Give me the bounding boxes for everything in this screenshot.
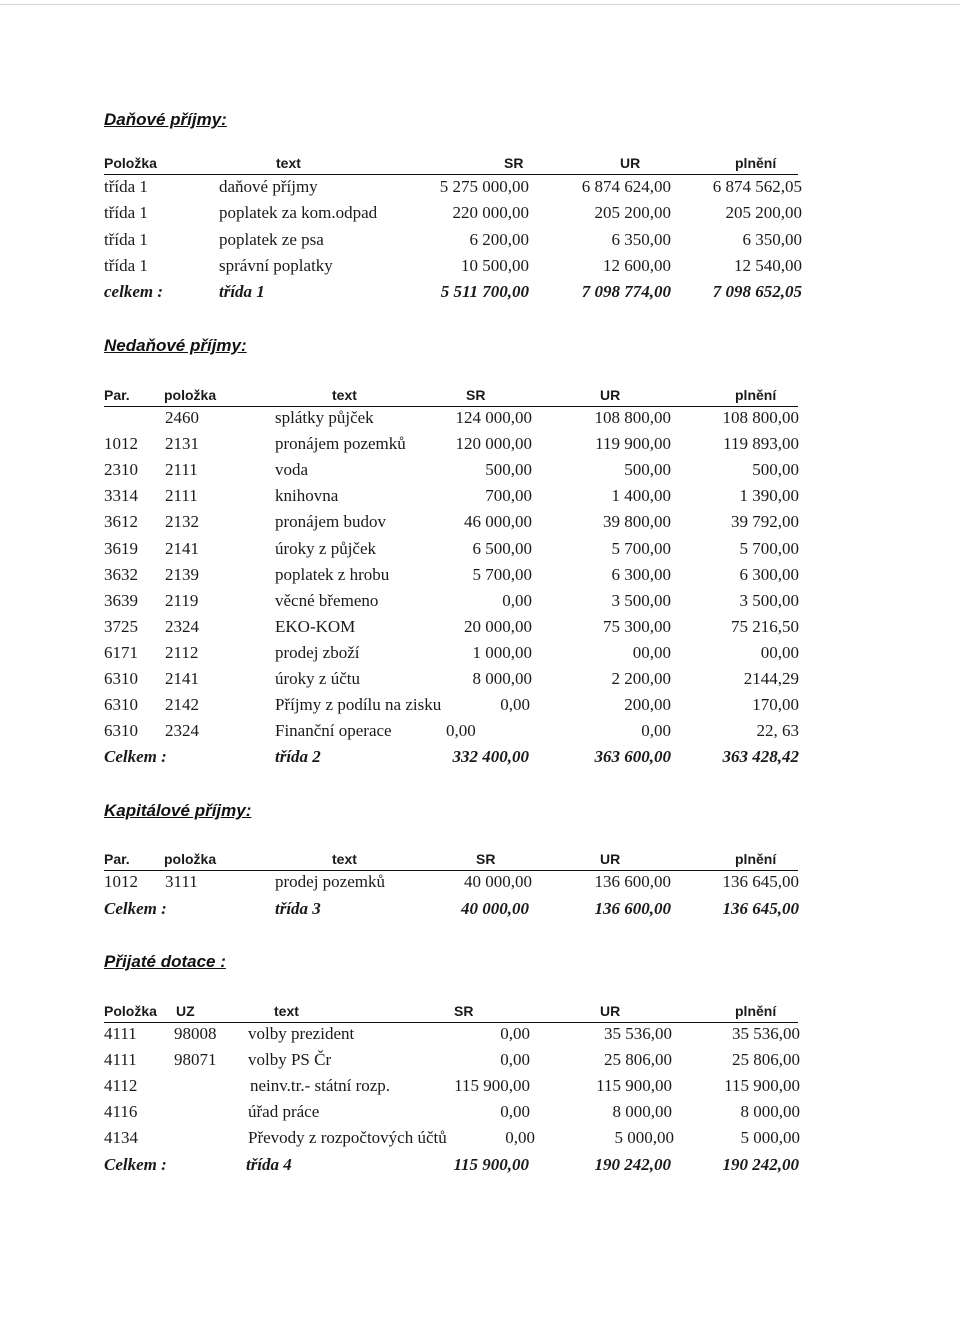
cell-par: 3619 (104, 538, 138, 558)
cell-total-plneni: 136 645,00 (722, 898, 799, 918)
cell-polozka: 2119 (165, 590, 199, 610)
cell-sr: 10 500,00 (461, 255, 529, 275)
cell-ur: 119 900,00 (595, 434, 671, 454)
cell-polozka: 2324 (165, 616, 199, 636)
cell-ur: 1 400,00 (611, 486, 671, 506)
table-row (0, 643, 960, 669)
cell-sr: 700,00 (485, 486, 532, 506)
cell-plneni: 205 200,00 (725, 203, 802, 223)
cell-sr: 0,00 (500, 1024, 530, 1043)
cell-polozka: 2111 (165, 486, 198, 506)
cell-ur: 0,00 (641, 721, 671, 741)
cell-ur: 12 600,00 (603, 255, 671, 275)
header-ur: UR (600, 1003, 621, 1019)
cell-plneni: 1 390,00 (739, 486, 799, 506)
cell-sr: 1 000,00 (472, 642, 532, 662)
cell-ur: 35 536,00 (604, 1024, 672, 1043)
section-title-dotace: Přijaté dotace : (104, 952, 226, 971)
cell-plneni: 6 300,00 (739, 564, 799, 584)
cell-text: správní poplatky (219, 255, 333, 275)
cell-par: 3314 (104, 486, 138, 506)
cell-text: úroky z půjček (275, 538, 377, 558)
cell-total-text: třída 2 (275, 747, 321, 767)
cell-polozka: třída 1 (104, 229, 148, 249)
cell-text: úřad práce (248, 1102, 320, 1122)
cell-text: Finanční operace (275, 721, 392, 741)
cell-par: 1012 (104, 434, 138, 454)
header-uz: UZ (176, 1003, 195, 1019)
cell-sr: 46 000,00 (464, 512, 532, 532)
cell-par: 6310 (104, 721, 138, 741)
cell-plneni: 12 540,00 (734, 255, 802, 275)
cell-plneni: 39 792,00 (731, 512, 799, 532)
cell-polozka: třída 1 (104, 203, 148, 223)
cell-polozka: 2112 (165, 642, 199, 662)
cell-ur: 75 300,00 (603, 616, 671, 636)
cell-text: věcné břemeno (275, 590, 379, 610)
cell-sr: 120 000,00 (455, 434, 532, 454)
table-header (104, 850, 798, 871)
table-header (104, 386, 798, 407)
cell-ur: 25 806,00 (604, 1050, 672, 1070)
cell-text: volby prezident (248, 1024, 355, 1043)
cell-total-ur: 190 242,00 (594, 1154, 671, 1174)
cell-text: poplatek z hrobu (275, 564, 390, 584)
cell-text: pronájem budov (275, 512, 386, 532)
cell-polozka: 2324 (165, 721, 199, 741)
cell-plneni: 8 000,00 (740, 1102, 800, 1122)
table-header (104, 154, 798, 175)
table-row (0, 460, 960, 486)
cell-total-sr: 5 511 700,00 (440, 282, 529, 302)
table-row (0, 872, 960, 898)
header-plneni: plnění (735, 851, 777, 867)
cell-total-ur: 136 600,00 (594, 898, 671, 918)
section-title-danove: Daňové příjmy: (104, 110, 227, 129)
header-ur: UR (620, 155, 641, 171)
cell-sr: 6 500,00 (472, 538, 532, 558)
header-par: Par. (104, 851, 130, 867)
header-sr: SR (454, 1003, 474, 1019)
cell-plneni: 25 806,00 (732, 1050, 800, 1070)
header-par: Par. (104, 387, 130, 403)
cell-plneni: 119 893,00 (723, 434, 799, 454)
cell-par: 1012 (104, 872, 138, 891)
cell-ur: 6 350,00 (611, 229, 671, 249)
cell-plneni: 3 500,00 (739, 590, 799, 610)
cell-polozka: 4111 (104, 1050, 137, 1070)
cell-polozka: 2111 (165, 460, 198, 480)
cell-sr: 0,00 (505, 1128, 535, 1148)
table-row (0, 1076, 960, 1102)
cell-text: EKO-KOM (275, 616, 356, 636)
cell-sr: 124 000,00 (455, 408, 532, 427)
table-row (0, 434, 960, 460)
table-row (0, 669, 960, 695)
table-row (0, 591, 960, 617)
cell-par: 6310 (104, 695, 138, 715)
cell-plneni: 115 900,00 (724, 1076, 800, 1096)
cell-polozka: 2132 (165, 512, 199, 532)
cell-polozka: 2142 (165, 695, 199, 715)
cell-total-label: Celkem : (104, 1154, 167, 1174)
cell-sr: 40 000,00 (464, 872, 532, 891)
table-row (0, 617, 960, 643)
cell-text: prodej zboží (275, 642, 360, 662)
cell-plneni: 6 874 562,05 (712, 177, 802, 196)
cell-polozka: 2141 (165, 669, 199, 688)
cell-ur: 500,00 (624, 460, 671, 480)
cell-ur: 6 300,00 (611, 564, 671, 584)
cell-sr: 5 700,00 (472, 564, 532, 584)
cell-polozka: třída 1 (104, 255, 148, 275)
cell-polozka: 2139 (165, 564, 199, 584)
cell-text: neinv.tr.- státní rozp. (250, 1076, 391, 1096)
cell-total-sr: 40 000,00 (461, 898, 529, 918)
cell-ur: 115 900,00 (596, 1076, 672, 1096)
cell-total-plneni: 363 428,42 (722, 747, 799, 767)
cell-plneni: 00,00 (760, 642, 799, 662)
cell-polozka: 2141 (165, 538, 199, 558)
section-title-nedanove: Nedaňové příjmy: (104, 336, 247, 355)
cell-sr: 500,00 (485, 460, 532, 480)
cell-total-sr: 115 900,00 (453, 1154, 529, 1174)
cell-sr: 8 000,00 (472, 669, 532, 688)
cell-par: 3632 (104, 564, 138, 584)
cell-sr: 0,00 (500, 1102, 530, 1122)
cell-total-sr: 332 400,00 (452, 747, 529, 767)
header-ur: UR (600, 387, 621, 403)
cell-total-text: třída 1 (219, 282, 265, 302)
cell-ur: 00,00 (632, 642, 671, 662)
table-row (0, 256, 960, 282)
table-total-row (0, 747, 960, 773)
cell-text: voda (275, 460, 309, 480)
cell-total-label: Celkem : (104, 898, 167, 918)
cell-total-label: Celkem : (104, 747, 167, 767)
cell-plneni: 35 536,00 (732, 1024, 800, 1043)
cell-plneni: 6 350,00 (742, 229, 802, 249)
cell-text: poplatek za kom.odpad (219, 203, 378, 223)
cell-sr: 0,00 (500, 695, 530, 715)
cell-par: 2310 (104, 460, 138, 480)
cell-sr: 0,00 (502, 590, 532, 610)
cell-polozka: 4134 (104, 1128, 138, 1148)
header-plneni: plnění (735, 387, 777, 403)
cell-text: Převody z rozpočtových účtů (248, 1128, 447, 1148)
cell-sr: 220 000,00 (452, 203, 529, 223)
cell-total-ur: 7 098 774,00 (581, 282, 671, 302)
cell-polozka: třída 1 (104, 177, 148, 196)
cell-plneni: 136 645,00 (722, 872, 799, 891)
cell-polozka: 4111 (104, 1024, 137, 1043)
cell-total-text: třída 3 (275, 898, 321, 918)
cell-plneni: 75 216,50 (731, 616, 799, 636)
cell-total-plneni: 190 242,00 (722, 1154, 799, 1174)
cell-ur: 2 200,00 (611, 669, 671, 688)
header-polozka: Položka (104, 155, 157, 171)
cell-ur: 136 600,00 (594, 872, 671, 891)
header-plneni: plnění (735, 155, 777, 171)
cell-par: 3639 (104, 590, 138, 610)
cell-polozka: 4112 (104, 1076, 138, 1096)
table-row (0, 1050, 960, 1076)
cell-text: knihovna (275, 486, 339, 506)
cell-par: 6171 (104, 642, 138, 662)
cell-ur: 39 800,00 (603, 512, 671, 532)
header-text: text (276, 155, 301, 171)
header-sr: SR (466, 387, 486, 403)
table-row (0, 539, 960, 565)
cell-plneni: 5 000,00 (740, 1128, 800, 1148)
cell-sr: 0,00 (446, 721, 476, 741)
cell-polozka: 3111 (165, 872, 198, 891)
table-row (0, 230, 960, 256)
table-total-row (0, 899, 960, 925)
cell-total-text: třída 4 (246, 1154, 292, 1174)
cell-uz: 98071 (174, 1050, 217, 1070)
cell-plneni: 500,00 (752, 460, 799, 480)
table-row (0, 408, 960, 434)
header-polozka: Položka (104, 1003, 157, 1019)
table-row (0, 1128, 960, 1154)
section-title-kapitalove: Kapitálové příjmy: (104, 801, 252, 820)
table-header (104, 1002, 798, 1023)
cell-par: 6310 (104, 669, 138, 688)
cell-ur: 200,00 (624, 695, 671, 715)
cell-ur: 5 700,00 (611, 538, 671, 558)
header-text: text (332, 851, 357, 867)
cell-polozka: 4116 (104, 1102, 138, 1122)
cell-plneni: 5 700,00 (739, 538, 799, 558)
table-total-row (0, 1155, 960, 1181)
cell-ur: 3 500,00 (611, 590, 671, 610)
header-text: text (332, 387, 357, 403)
cell-ur: 205 200,00 (594, 203, 671, 223)
cell-sr: 5 275 000,00 (439, 177, 529, 196)
header-sr: SR (476, 851, 496, 867)
cell-ur: 8 000,00 (612, 1102, 672, 1122)
cell-uz: 98008 (174, 1024, 217, 1043)
cell-text: daňové příjmy (219, 177, 318, 196)
header-sr: SR (504, 155, 524, 171)
cell-plneni: 170,00 (752, 695, 799, 715)
cell-ur: 6 874 624,00 (581, 177, 671, 196)
table-row (0, 721, 960, 747)
table-row (0, 512, 960, 538)
cell-par: 3725 (104, 616, 138, 636)
cell-plneni: 22, 63 (756, 721, 799, 741)
cell-text: poplatek ze psa (219, 229, 324, 249)
table-row (0, 486, 960, 512)
table-row (0, 1024, 960, 1050)
header-ur: UR (600, 851, 621, 867)
table-row (0, 1102, 960, 1128)
cell-text: prodej pozemků (275, 872, 385, 891)
cell-sr: 0,00 (500, 1050, 530, 1070)
cell-polozka: 2131 (165, 434, 199, 454)
header-text: text (274, 1003, 299, 1019)
cell-plneni: 2144,29 (743, 669, 799, 688)
table-row (0, 203, 960, 229)
cell-text: splátky půjček (275, 408, 374, 427)
cell-text: volby PS Čr (248, 1050, 332, 1070)
cell-sr: 115 900,00 (454, 1076, 530, 1096)
header-polozka: položka (164, 387, 217, 403)
cell-ur: 5 000,00 (614, 1128, 674, 1148)
header-polozka: položka (164, 851, 217, 867)
cell-text: úroky z účtu (275, 669, 360, 688)
cell-text: pronájem pozemků (275, 434, 406, 454)
cell-plneni: 108 800,00 (722, 408, 799, 427)
cell-total-ur: 363 600,00 (594, 747, 671, 767)
header-plneni: plnění (735, 1003, 777, 1019)
cell-polozka: 2460 (165, 408, 199, 427)
cell-text: Příjmy z podílu na zisku (275, 695, 442, 715)
cell-ur: 108 800,00 (594, 408, 671, 427)
cell-sr: 20 000,00 (464, 616, 532, 636)
table-total-row (0, 282, 960, 308)
top-scan-line (0, 4, 960, 5)
cell-total-label: celkem : (104, 282, 163, 302)
cell-par: 3612 (104, 512, 138, 532)
cell-total-plneni: 7 098 652,05 (712, 282, 802, 302)
table-row (0, 565, 960, 591)
table-row (0, 177, 960, 203)
table-row (0, 695, 960, 721)
cell-sr: 6 200,00 (469, 229, 529, 249)
